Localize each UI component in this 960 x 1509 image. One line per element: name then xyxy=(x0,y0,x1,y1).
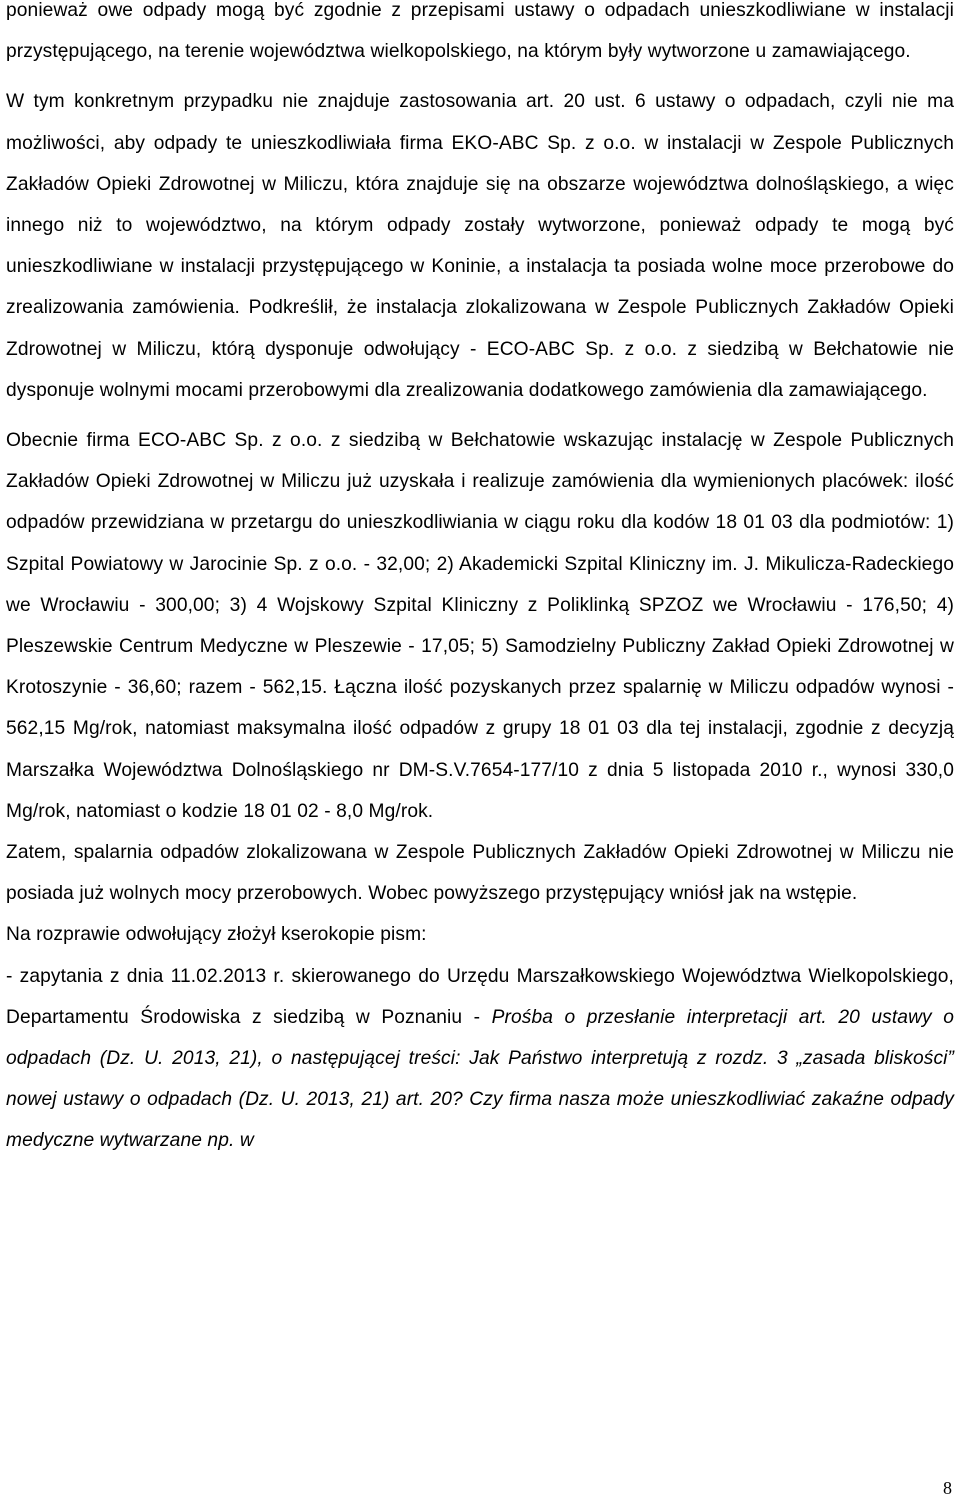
paragraph-continuation: ponieważ owe odpady mogą być zgodnie z przepisami ustawy o odpadach unieszkodliwiane w instalacji przystępującego, na terenie województwa wielkopolskiego, na którym były wytworzone u zamawiającego. xyxy=(6,0,954,63)
paragraph-inquiry xyxy=(6,956,954,1162)
paragraph-hearing: Na rozprawie odwołujący złożył kserokopie pism: xyxy=(6,924,427,946)
page-number: 8 xyxy=(943,1478,952,1498)
paragraph-art-20: W tym konkretnym przypadku nie znajduje zastosowania art. 20 ust. 6 ustawy o odpadach, czyli nie ma możliwości, aby odpady te unieszkodliwiała firma EKO-ABC Sp. z o.o. w instalacji w Zespole Publicznych Zakładów Opieki Zdrowotnej w Miliczu, która znajduje się na obszarze województwa dolnośląskiego, a więc innego niż to województwo, na którym odpady zostały wytworzone, ponieważ odpady te mogą być unieszkodliwiane w instalacji przystępującego w Koninie, a instalacja ta posiada wolne moce przerobowe do zrealizowania zamówienia. Podkreślił, że instalacja zlokalizowana w Zespole Publicznych Zakładów Opieki Zdrowotnej w Miliczu, którą dysponuje odwołujący - ECO-ABC Sp. z o.o. z siedzibą w Bełchatowie nie dysponuje wolnymi mocami przerobowymi dla zrealizowania dodatkowego zamówienia dla zamawiającego. xyxy=(6,91,954,401)
inquiry-text: - zapytania z dnia 11.02.2013 r. skierowanego do Urzędu Marszałkowskiego Województwa Wielkopolskiego, Departamentu Środowiska z siedzibą w Poznaniu - xyxy=(6,965,954,1028)
paragraph-conclusion: Zatem, spalarnia odpadów zlokalizowana w Zespole Publicznych Zakładów Opieki Zdrowotnej w Miliczu nie posiada już wolnych mocy przerobowych. Wobec powyższego przystępujący wniósł jak na wstępie. xyxy=(6,842,954,905)
paragraph-current-contracts: Obecnie firma ECO-ABC Sp. z o.o. z siedzibą w Bełchatowie wskazując instalację w Zespole Publicznych Zakładów Opieki Zdrowotnej w Miliczu już uzyskała i realizuje zamówienia dla wymienionych placówek: ilość odpadów przewidziana w przetargu do unieszkodliwiania w ciągu roku dla kodów 18 01 03 dla podmiotów: 1) Szpital Powiatowy w Jarocinie Sp. z o.o. - 32,00; 2) Akademicki Szpital Kliniczny im. J. Mikulicza-Radeckiego we Wrocławiu - 300,00; 3) 4 Wojskowy Szpital Kliniczny z Poliklinką SPZOZ we Wrocławiu - 176,50; 4) Pleszewskie Centrum Medyczne w Pleszewie - 17,05; 5) Samodzielny Publiczny Zakład Opieki Zdrowotnej w Krotoszynie - 36,60; razem - 562,15. Łączna ilość pozyskanych przez spalarnię w Miliczu odpadów wynosi - 562,15 Mg/rok, natomiast maksymalna ilość odpadów z grupy 18 01 03 dla tej instalacji, zgodnie z decyzją Marszałka Województwa Dolnośląskiego nr DM-S.V.7654-177/10 z dnia 5 listopada 2010 r., wynosi 330,0 Mg/rok, natomiast o kodzie 18 01 02 - 8,0 Mg/rok. xyxy=(6,430,954,822)
inquiry-quote: Prośba o przesłanie interpretacji art. 20 ustawy o odpadach (Dz. U. 2013, 21), o następującej treści: Jak Państwo interpretują z rozdz. 3 „zasada bliskości” nowej ustawy o odpadach (Dz. U. 2013, 21) art. 20? Czy firma nasza może unieszkodliwiać zakaźne odpady medyczne wytwarzane np. w xyxy=(6,1006,954,1152)
document-page xyxy=(6,0,954,1162)
